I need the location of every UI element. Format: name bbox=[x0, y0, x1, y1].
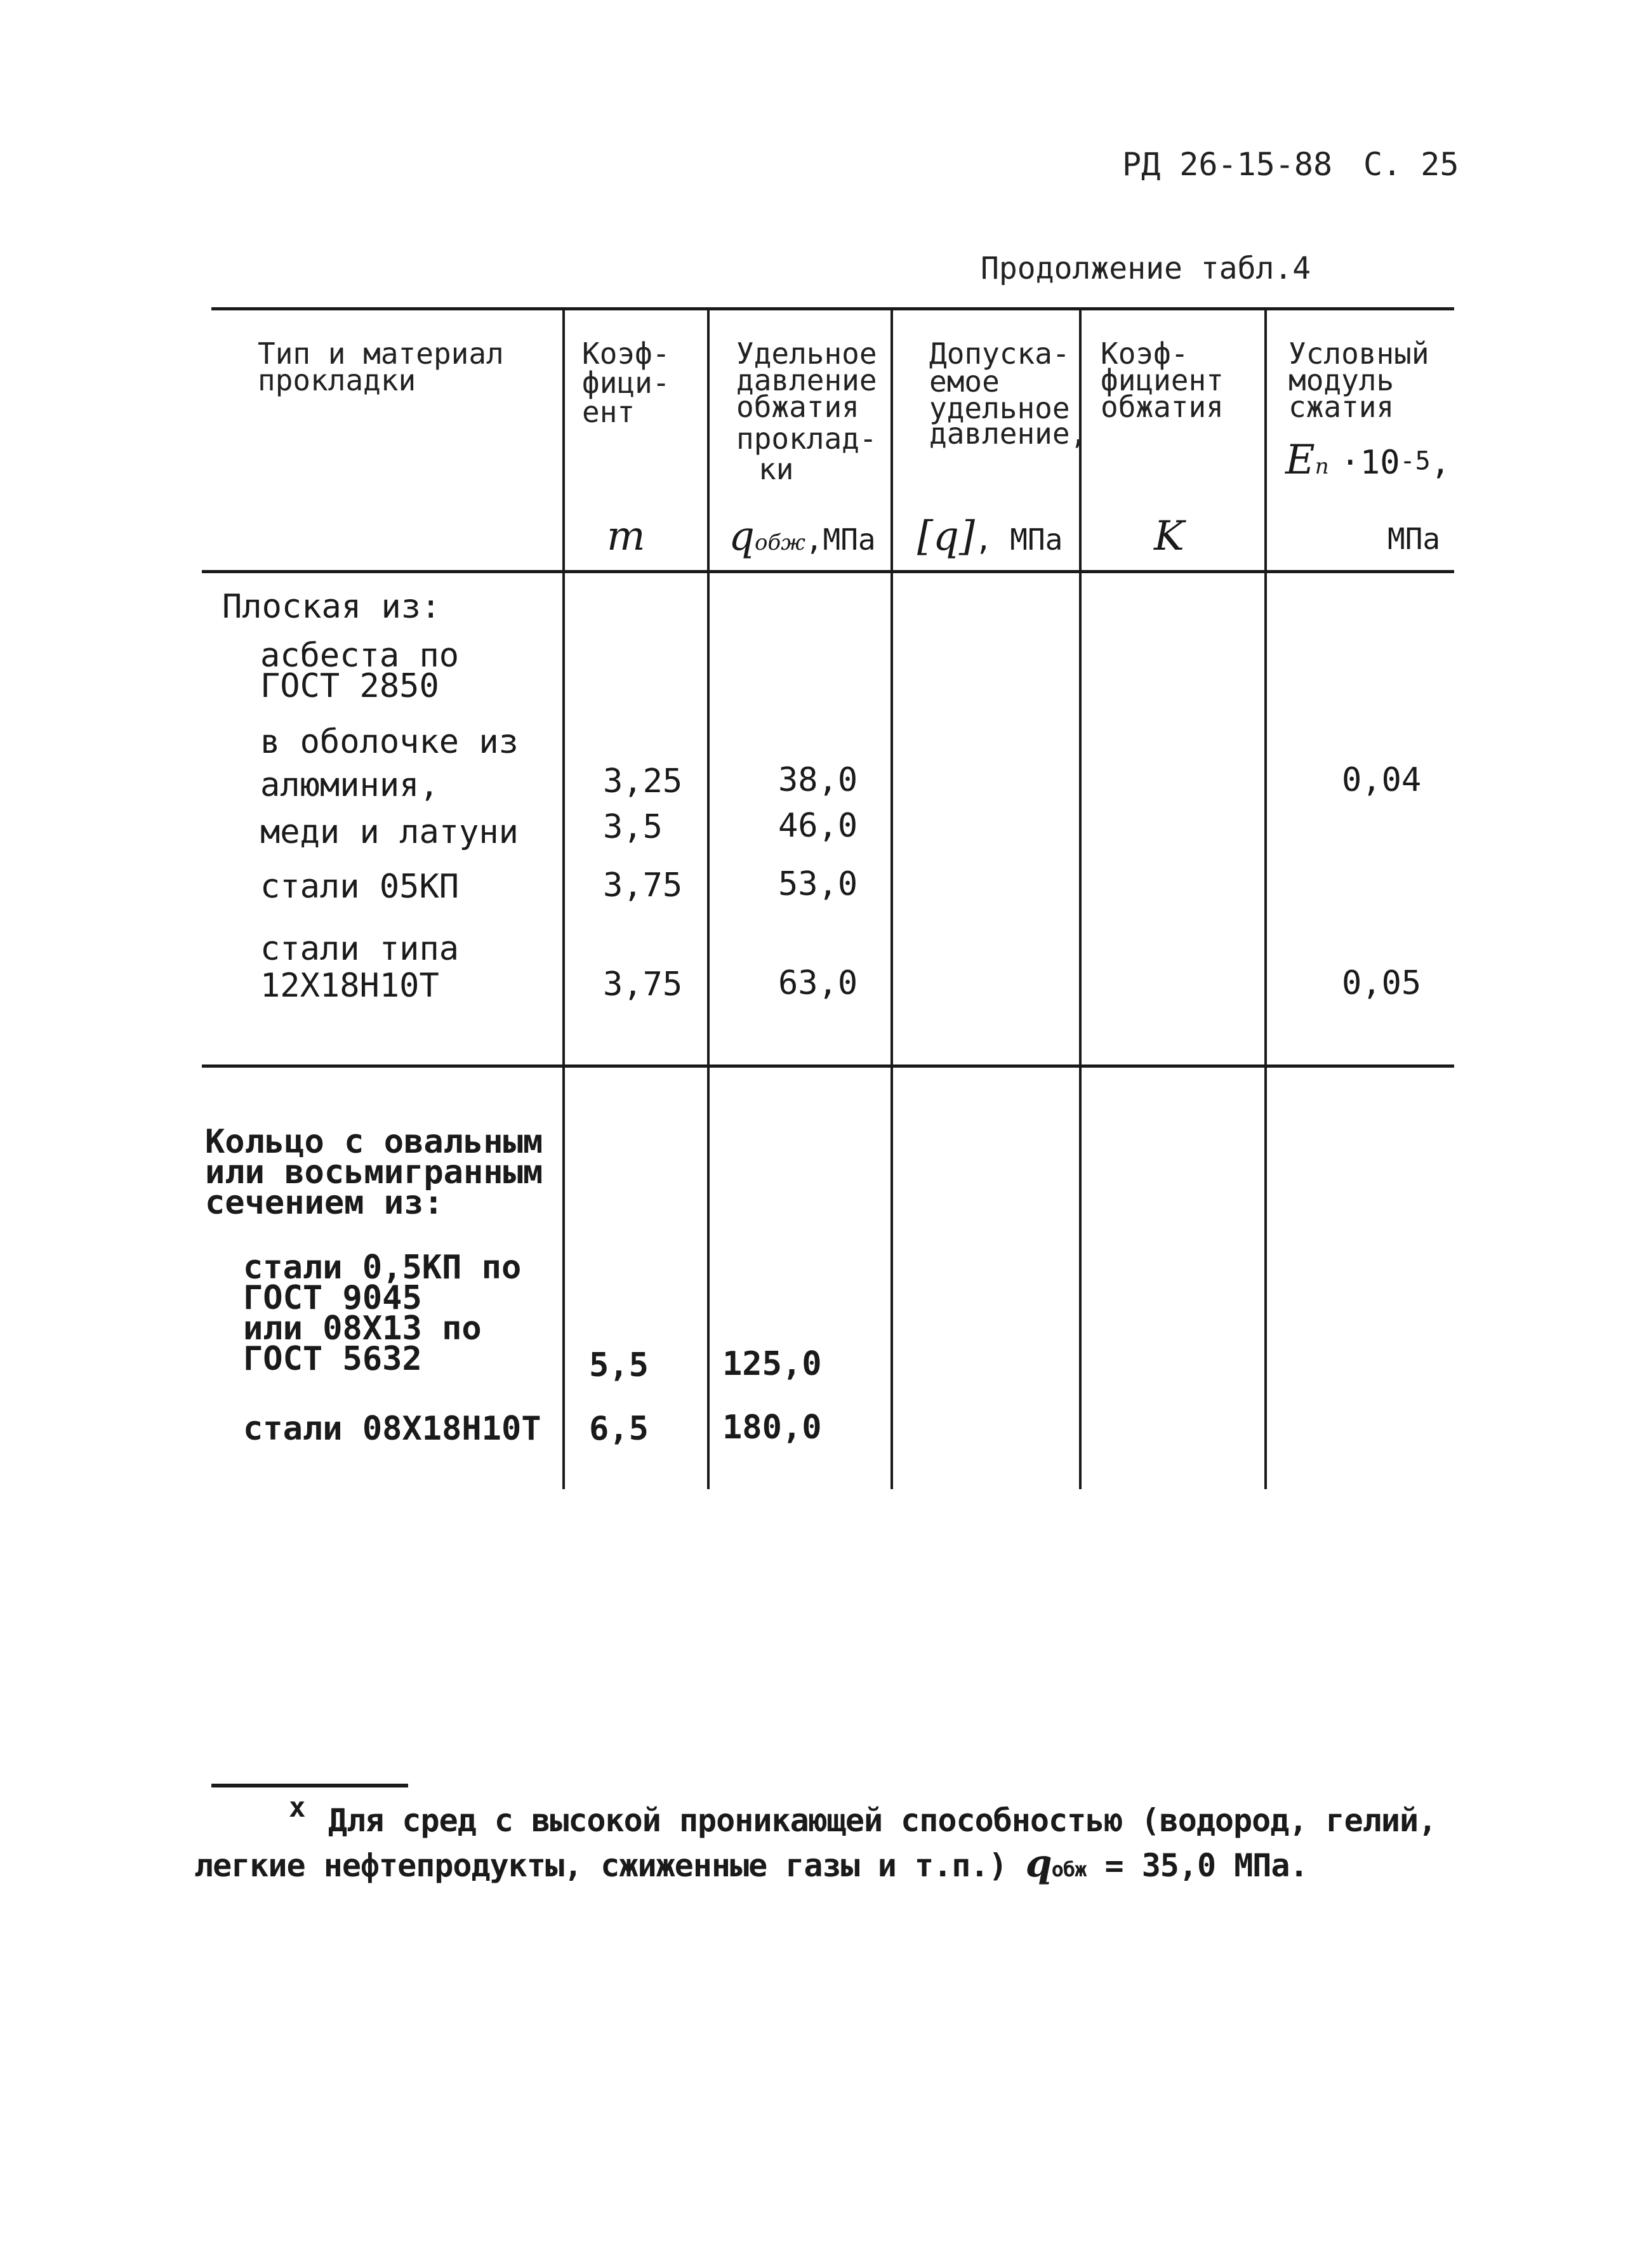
page-number: С. 25 bbox=[1363, 146, 1459, 183]
footnote-line-2: легкие нефтепродукты, сжиженные газы и т.п.) qобж = 35,0 МПа. bbox=[194, 1841, 1308, 1886]
symbol-e-modulus: Eп $\cdot 10^{-5}$, bbox=[1285, 437, 1451, 484]
column-divider bbox=[562, 308, 565, 1489]
table-top-rule bbox=[211, 307, 1454, 310]
symbol-m: m bbox=[607, 513, 646, 560]
section-heading: Плоская из: bbox=[222, 588, 441, 626]
column-divider bbox=[707, 308, 710, 1489]
symbol-k: K bbox=[1154, 513, 1184, 560]
symbol-q-obzh: qобж,МПа bbox=[729, 513, 876, 560]
column-divider bbox=[1079, 308, 1082, 1489]
footnote-rule bbox=[211, 1784, 408, 1787]
table-caption: Продолжение табл.4 bbox=[981, 251, 1311, 286]
footnote-line-1: Для сред с высокой проникающей способностью (водород, гелий, bbox=[328, 1802, 1437, 1839]
section-heading: Кольцо с овальным bbox=[205, 1123, 543, 1161]
column-divider bbox=[891, 308, 893, 1489]
column-divider bbox=[1264, 308, 1267, 1489]
footnote-mark: x bbox=[289, 1791, 306, 1824]
symbol-q-allowable: [q], МПа bbox=[917, 513, 1063, 560]
document-code: РД 26-15-88 bbox=[1122, 146, 1333, 183]
